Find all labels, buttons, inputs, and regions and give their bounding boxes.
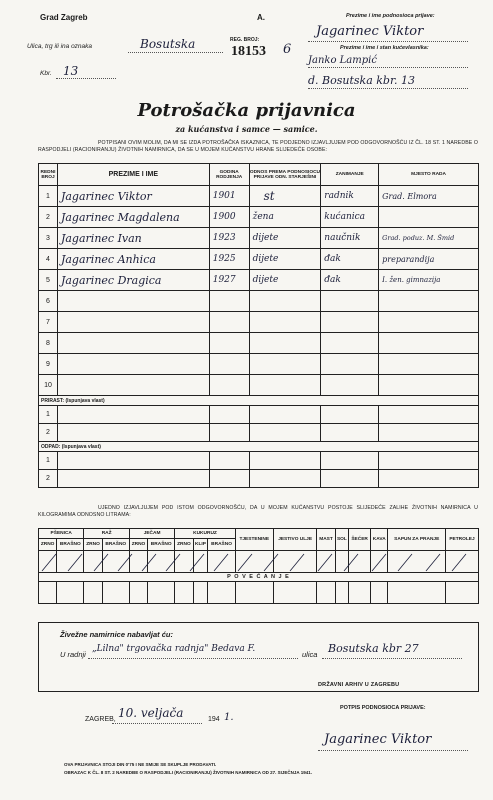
member-workplace xyxy=(379,312,479,333)
sub-zrno: ZRNO xyxy=(84,539,102,551)
member-year: 1923 xyxy=(209,228,249,249)
col-tjestenine: TJESTENINE xyxy=(235,529,273,551)
table-row xyxy=(39,406,479,424)
group-raz: RAŽ xyxy=(84,529,129,539)
member-relation: st xyxy=(249,186,321,207)
member-year xyxy=(209,333,249,354)
applicant-line xyxy=(308,41,468,42)
applicant-label: Prezime i ime podnosioca prijave: xyxy=(346,13,435,19)
col-mast: MAST xyxy=(317,529,335,551)
reg-suffix: 6 xyxy=(283,42,292,57)
member-name: Jagarinec Dragica xyxy=(57,270,209,291)
col-header-year: GODINA RODJENJA xyxy=(209,164,249,186)
member-occupation: đak xyxy=(321,249,379,270)
applicant-value: Jagarinec Viktor xyxy=(316,24,424,39)
member-name: Jagarinec Viktor xyxy=(57,186,209,207)
row-number: 2 xyxy=(39,424,58,442)
member-relation: dijete xyxy=(249,228,321,249)
table-row xyxy=(39,333,479,354)
col-header-name: PREZIME I IME xyxy=(57,164,209,186)
member-name xyxy=(57,375,209,396)
archive-stamp: DRŽAVNI ARHIV U ZAGREBU xyxy=(318,682,400,688)
member-year: 1925 xyxy=(209,249,249,270)
stock-group-row xyxy=(39,529,479,539)
sub-brasno: BRAŠNO xyxy=(148,539,175,551)
member-workplace xyxy=(379,375,479,396)
street-label: Ulica, trg ili ina oznaka xyxy=(27,43,93,50)
col-sol: SOL xyxy=(335,529,349,551)
member-workplace: Grad. poduz. M. Šmid xyxy=(379,228,479,249)
table-row xyxy=(39,207,479,228)
date-line xyxy=(112,723,202,724)
povecanje-label: P O V E Ć A N J E xyxy=(39,573,479,582)
shop-line xyxy=(88,658,298,659)
sub-zrno: ZRNO xyxy=(175,539,193,551)
footer-year-suffix: 1. xyxy=(224,712,234,723)
supplier-street: Bosutska kbr 27 xyxy=(328,642,419,655)
member-year: 1901 xyxy=(209,186,249,207)
col-secer: ŠEĆER xyxy=(349,529,371,551)
supplier-shop: „Lilna" trgovačka radnja" Bedava F. xyxy=(92,644,256,654)
member-relation: dijete xyxy=(249,249,321,270)
table-row xyxy=(39,452,479,470)
member-relation xyxy=(249,291,321,312)
member-year xyxy=(209,354,249,375)
kbr-value: 13 xyxy=(63,64,79,78)
group-psenica: PŠENICA xyxy=(39,529,84,539)
sub-zrno: ZRNO xyxy=(39,539,57,551)
row-number: 6 xyxy=(39,291,58,312)
member-relation: dijete xyxy=(249,270,321,291)
member-occupation xyxy=(321,291,379,312)
col-header-workplace: MJESTO RADA xyxy=(379,164,479,186)
sub-zrno: ZRNO xyxy=(129,539,147,551)
street-line xyxy=(128,52,223,53)
members-header-row xyxy=(39,164,479,186)
row-number: 10 xyxy=(39,375,58,396)
member-occupation xyxy=(321,354,379,375)
row-number: 9 xyxy=(39,354,58,375)
member-name: Jagarinec Anhica xyxy=(57,249,209,270)
member-name: Jagarinec Magdalena xyxy=(57,207,209,228)
member-workplace xyxy=(379,354,479,375)
col-header-occupation: ZANIMANJE xyxy=(321,164,379,186)
stock-paragraph: UJEDNO IZJAVLJUJEM POD ISTOM ODGOVORNOŠĆU, DA U MOJEM KUĆANSTVU POSTOJE SLIJEDEĆE ZALIHE ŽIVOTNIH NAMIRNICA U KILOGRAMIMA ODNOSNO LITRAMA: xyxy=(38,505,478,518)
sub-brasno: BRAŠNO xyxy=(57,539,84,551)
table-row xyxy=(39,470,479,488)
member-workplace xyxy=(379,333,479,354)
stock-strike-marks xyxy=(38,552,479,612)
member-workplace: I. žen. gimnazija xyxy=(379,270,479,291)
form-subtitle: za kućanstva i samce — samice. xyxy=(175,124,318,134)
table-row xyxy=(39,249,479,270)
row-number: 8 xyxy=(39,333,58,354)
table-row xyxy=(39,375,479,396)
group-jecam: JEČAM xyxy=(129,529,174,539)
series-letter: A. xyxy=(257,13,265,22)
member-relation xyxy=(249,375,321,396)
col-header-number: REDNI BROJ xyxy=(39,164,58,186)
supplier-u-radnji: U radnji xyxy=(60,650,86,659)
col-sapun: SAPUN ZA PRANJE xyxy=(388,529,446,551)
footer-note-price: OVA PRIJAVNICA STOJI DIN 0'75 I NE SMIJE SE SKUPLJE PRODAVATI. xyxy=(64,762,217,767)
sub-brasno: BRAŠNO xyxy=(102,539,129,551)
member-relation xyxy=(249,354,321,375)
member-occupation: naučnik xyxy=(321,228,379,249)
member-year: 1900 xyxy=(209,207,249,228)
signature-label: POTPIS PODNOSIOCA PRIJAVE: xyxy=(340,705,426,711)
table-row xyxy=(39,424,479,442)
row-number: 1 xyxy=(39,452,58,470)
kbr-line xyxy=(56,78,116,79)
member-workplace: Grad. Elmora xyxy=(379,186,479,207)
col-header-relation: ODNOS PREMA PODNOSIOCU PRIJAVE ODN. STARJEŠINI xyxy=(249,164,321,186)
member-occupation: radnik xyxy=(321,186,379,207)
member-year xyxy=(209,375,249,396)
member-name: Jagarinec Ivan xyxy=(57,228,209,249)
member-name xyxy=(57,354,209,375)
signature-line xyxy=(318,750,468,751)
footer-city: ZAGREB, xyxy=(85,716,116,723)
city-heading: Grad Zagreb xyxy=(40,13,88,22)
col-kava: KAVA xyxy=(371,529,388,551)
member-occupation: kućanica xyxy=(321,207,379,228)
row-number: 2 xyxy=(39,470,58,488)
member-occupation xyxy=(321,312,379,333)
intro-paragraph: POTPISANI OVIM MOLIM, DA MI SE IZDA POTROŠAČKA ISKAZNICA, TE PODJEDNO IZJAVLJUJEM POD ODGOVORNOŠĆU IZ ČL. 18 ST. 1 NAREDBE O RASPODJELI (RACIONIRANJU) ŽIVOTNIH NAMIRNICA, DA SE U MOJEM KUĆANSTVU HRANE SLIJEDEĆE OSOBE: xyxy=(38,140,479,153)
prirast-row xyxy=(39,396,479,406)
member-relation xyxy=(249,333,321,354)
sub-klip: KLIP xyxy=(193,539,208,551)
owner-line-2 xyxy=(308,88,468,89)
row-number: 5 xyxy=(39,270,58,291)
table-row xyxy=(39,312,479,333)
prirast-label: PRIRAST: (Ispunjava vlast) xyxy=(39,396,479,406)
row-number: 4 xyxy=(39,249,58,270)
group-kukuruz: KUKURUZ xyxy=(175,529,235,539)
member-occupation: đak xyxy=(321,270,379,291)
owner-name: Janko Lampić xyxy=(308,55,377,66)
col-petrolej: PETROLEJ xyxy=(446,529,479,551)
table-row xyxy=(39,270,479,291)
col-ulje: JESTIVO ULJE xyxy=(273,529,317,551)
reg-number: 18153 xyxy=(231,44,266,59)
reg-label: REG. BROJ: xyxy=(230,37,260,43)
footer-date: 10. veljača xyxy=(118,706,184,720)
odpad-row xyxy=(39,442,479,452)
sub-brasno: BRAŠNO xyxy=(208,539,235,551)
member-occupation xyxy=(321,333,379,354)
street-value: Bosutska xyxy=(140,37,196,51)
row-number: 1 xyxy=(39,186,58,207)
row-number: 1 xyxy=(39,406,58,424)
kbr-label: Kbr. xyxy=(40,70,52,77)
owner-line-1 xyxy=(308,67,468,68)
member-year xyxy=(209,291,249,312)
form-title: Potrošačka prijavnica xyxy=(137,100,356,121)
owner-label: Prezime i ime i stan kućevlasnika: xyxy=(340,45,429,51)
supplier-label: Živežne namirnice nabavljat ću: xyxy=(60,630,173,639)
member-year xyxy=(209,312,249,333)
member-name xyxy=(57,291,209,312)
row-number: 3 xyxy=(39,228,58,249)
member-relation xyxy=(249,312,321,333)
odpad-label: ODPAD: (Ispunjava vlast) xyxy=(39,442,479,452)
owner-address: d. Bosutska kbr. 13 xyxy=(308,74,416,87)
table-row xyxy=(39,354,479,375)
member-workplace xyxy=(379,207,479,228)
table-row xyxy=(39,228,479,249)
member-name xyxy=(57,333,209,354)
member-workplace: preparandija xyxy=(379,249,479,270)
members-table xyxy=(38,163,479,488)
street-line-2 xyxy=(322,658,462,659)
member-workplace xyxy=(379,291,479,312)
table-row xyxy=(39,186,479,207)
member-relation: žena xyxy=(249,207,321,228)
member-name xyxy=(57,312,209,333)
table-row xyxy=(39,291,479,312)
member-occupation xyxy=(321,375,379,396)
supplier-ulica: ulica xyxy=(302,650,318,659)
signature: Jagarinec Viktor xyxy=(324,732,432,747)
footer-year-prefix: 194 xyxy=(208,716,220,723)
row-number: 7 xyxy=(39,312,58,333)
footer-note-form: OBRAZAC K ČL. 8 ST. 2 NAREDBE O RASPODJELI (RACIONIRANJU) ŽIVOTNIH NAMIRNICA OD 27. SIJEČNJA 1941. xyxy=(64,770,312,775)
row-number: 2 xyxy=(39,207,58,228)
member-year: 1927 xyxy=(209,270,249,291)
